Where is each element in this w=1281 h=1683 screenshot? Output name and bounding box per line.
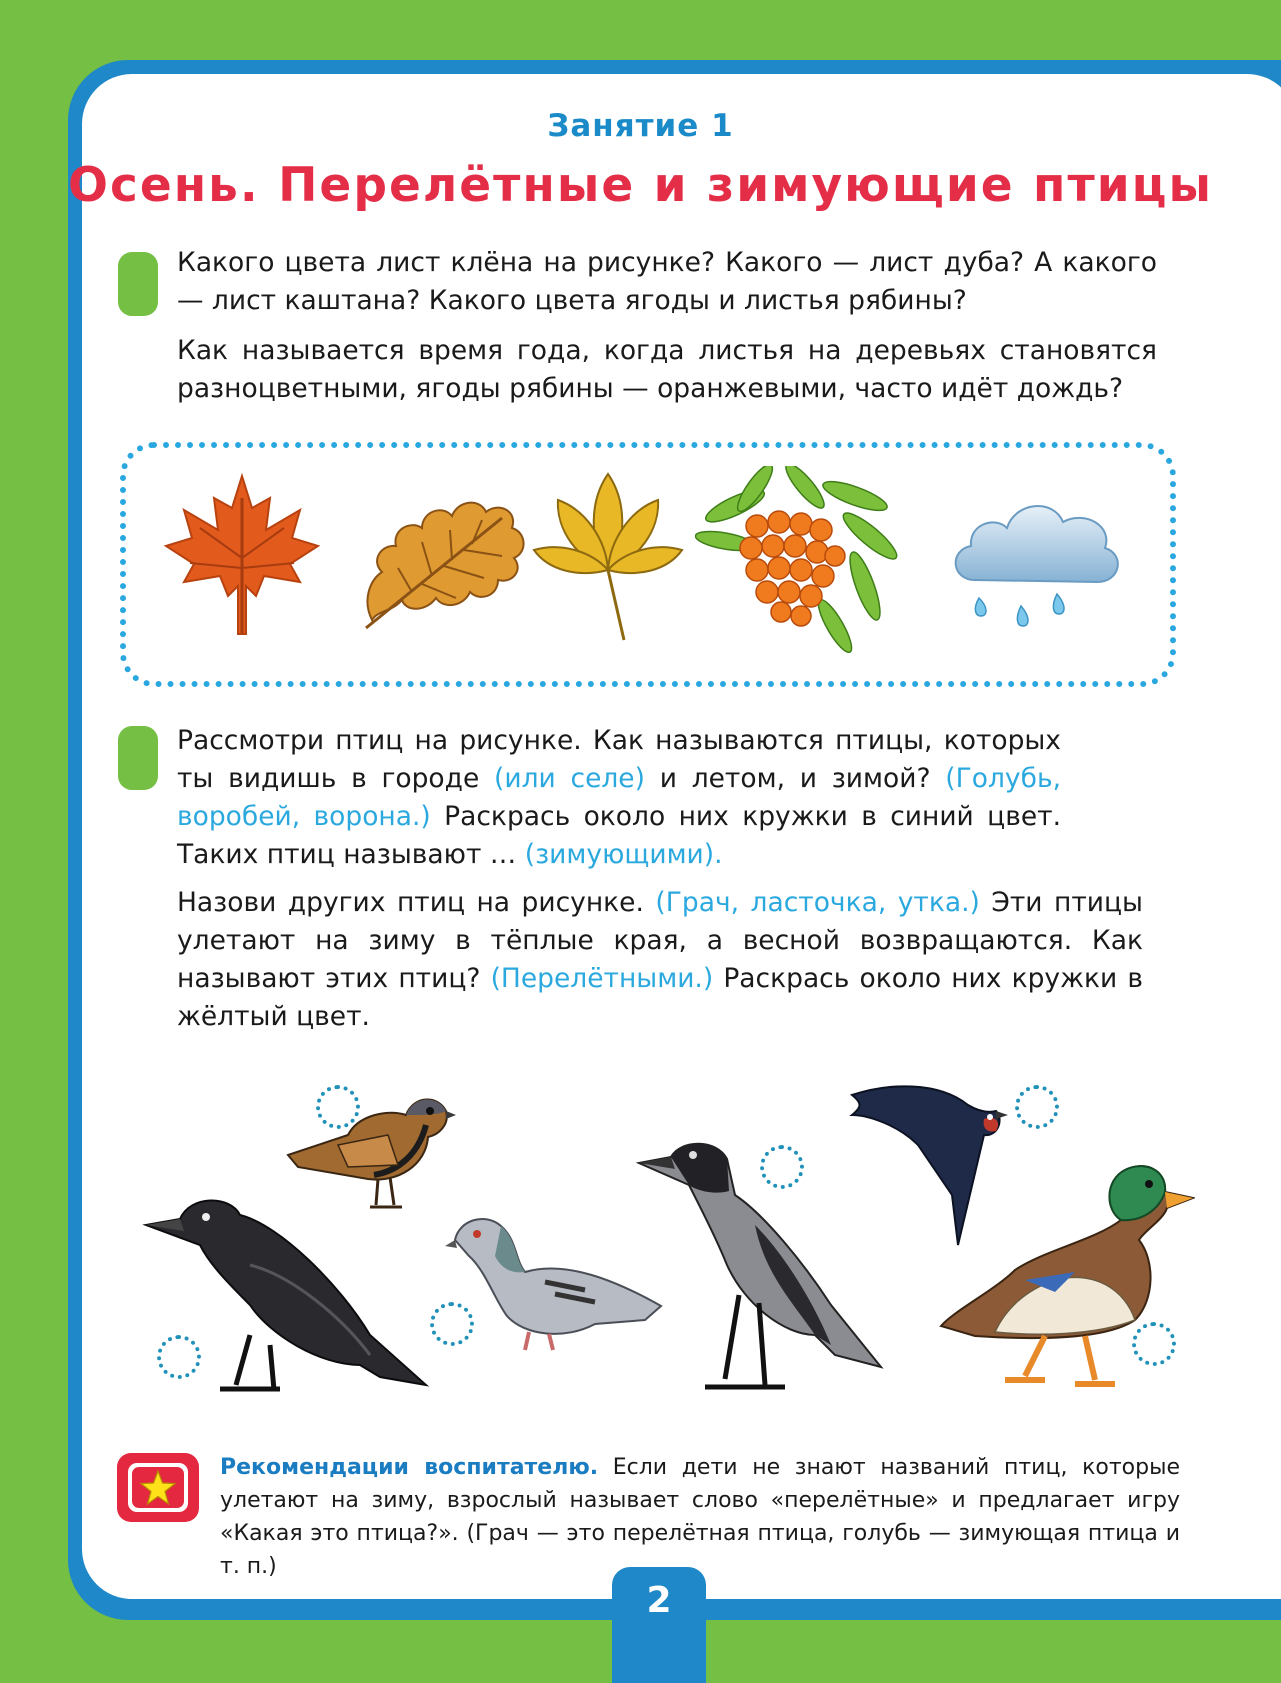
question-wintering-birds [177, 722, 1061, 874]
page-title: Осень. Перелётные и зимующие птицы [68, 158, 1213, 213]
star-badge [117, 1453, 199, 1522]
answer-text: (Грач, ласточка, утка.) [655, 887, 980, 918]
color-circle[interactable] [316, 1085, 360, 1129]
color-circle[interactable] [157, 1335, 201, 1379]
section-marker-2 [118, 726, 158, 790]
pigeon-icon [445, 1190, 665, 1355]
text-span: Раскрась около них кружки в жёлтый цвет. [177, 963, 1143, 1032]
color-circle[interactable] [1132, 1322, 1176, 1366]
answer-text: (зимующими). [524, 839, 723, 870]
rain-cloud-icon [945, 490, 1125, 640]
text-span: Назови других птиц на рисунке. [177, 887, 656, 918]
rowan-berries-icon [695, 466, 905, 656]
question-season: Как называется время года, когда листья на деревьях становятся разноцветными, ягоды рябины — оранжевыми, часто идёт дождь? [177, 335, 1157, 404]
answer-text: (Перелётными.) [490, 963, 714, 994]
teacher-recommendation [220, 1451, 1180, 1583]
recommendation-text: Если дети не знают названий птиц, которые улетают на зиму, взрослый называет слово «перелётные» и предлагает игру «Какая это птица?». (Грач — это перелётная птица, голубь — зимующая птица и т. п.) [220, 1455, 1180, 1579]
answer-text: (или селе) [494, 763, 645, 794]
text-span: и летом, и зимой? [644, 763, 946, 794]
recommendation-label: Рекомендации воспитателю. [220, 1455, 599, 1480]
color-circle[interactable] [1015, 1085, 1059, 1129]
text-span: Раскрась около них кружки в синий цвет. Таких птиц называют … [177, 801, 1061, 870]
lesson-label: Занятие 1 [547, 108, 734, 144]
text-span: Рассмотри птиц на рисунке. Как называются птицы, которых ты видишь в городе [177, 725, 1061, 794]
chestnut-leaf-icon [528, 470, 688, 648]
oak-leaf-icon [352, 480, 532, 635]
maple-leaf-icon [160, 468, 325, 643]
star-frame [128, 1463, 188, 1512]
page-number: 2 [646, 1580, 672, 1621]
section-marker-1 [118, 252, 158, 316]
color-circle[interactable] [760, 1145, 804, 1189]
star-field [132, 1467, 184, 1508]
question-migratory-birds [177, 884, 1143, 1036]
text-span: Эти птицы улетают на зиму в тёплые края, а весной возвращаются. Как называют этих птиц? [177, 887, 1143, 994]
color-circle[interactable] [430, 1302, 474, 1346]
question-leaves: Какого цвета лист клёна на рисунке? Какого — лист дуба? А какого — лист каштана? Какого цвета ягоды и листья рябины? [177, 247, 1157, 316]
star-icon [132, 1467, 184, 1508]
answer-text: (Голубь, воробей, ворона.) [177, 763, 1061, 832]
